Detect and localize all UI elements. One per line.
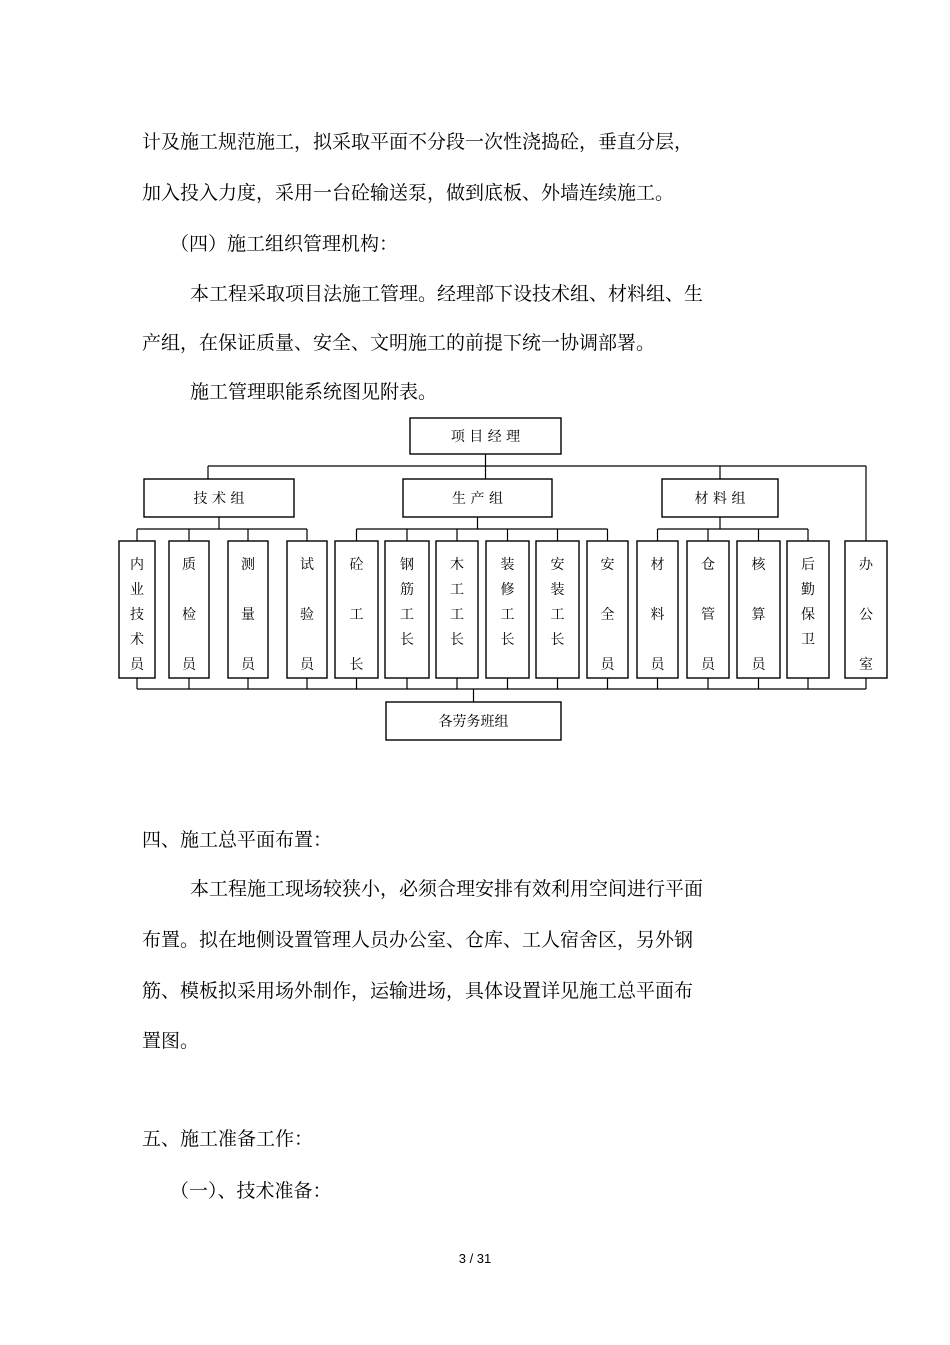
chart-label-group-production: 生 产 组	[452, 491, 503, 507]
chart-label-unit-char: 核	[751, 557, 766, 573]
chart-label-unit-char: 技	[130, 607, 144, 623]
chart-label-unit-char: 工	[550, 607, 565, 623]
chart-label-unit-char: 卫	[801, 632, 815, 648]
chart-label-unit-char: 术	[130, 632, 144, 648]
chart-label-unit-char: 工	[450, 607, 464, 623]
chart-label-unit-char: 长	[550, 632, 565, 648]
chart-label-unit-char: 勤	[801, 582, 815, 598]
paragraph-line: 本工程施工现场较狭小，必须合理安排有效利用空间进行平面	[190, 878, 704, 900]
page-number: 3 / 31	[458, 1251, 492, 1266]
chart-label-unit-char: 检	[182, 607, 196, 623]
section-heading: 五、施工准备工作：	[142, 1128, 314, 1150]
chart-label-unit-char: 砼	[349, 557, 364, 573]
section-subheading: （四）施工组织管理机构：	[170, 233, 399, 255]
paragraph-line: 置图。	[142, 1030, 200, 1052]
paragraph-line: 加入投入力度，采用一台砼输送泵，做到底板、外墙连续施工。	[142, 182, 675, 204]
chart-label-unit-char: 后	[801, 557, 815, 573]
chart-label-unit-char: 员	[650, 657, 665, 673]
chart-label-unit-char: 工	[349, 607, 364, 623]
chart-label-group-material: 材 料 组	[694, 491, 746, 507]
chart-label-unit-char: 员	[241, 657, 255, 673]
chart-label-unit-char: 室	[859, 657, 873, 673]
chart-label-labor-teams: 各劳务班组	[438, 714, 509, 730]
chart-label-unit-char: 试	[300, 557, 314, 573]
paragraph-line: 计及施工规范施工，拟采取平面不分段一次性浇捣砼，垂直分层，	[142, 131, 694, 153]
chart-label-unit-char: 保	[801, 607, 815, 623]
section-subheading: （一）、技术准备：	[170, 1180, 332, 1202]
chart-label-group-tech: 技 术 组	[193, 491, 245, 507]
chart-label-unit-char: 装	[500, 557, 515, 573]
chart-units	[119, 541, 887, 678]
chart-label-unit-char: 工	[400, 607, 414, 623]
chart-label-unit-char: 业	[130, 582, 144, 598]
chart-label-unit-char: 长	[349, 657, 364, 673]
chart-label-unit-char: 安	[600, 557, 615, 573]
chart-label-unit-char: 办	[859, 557, 873, 573]
paragraph-line: 筋、模板拟采用场外制作，运输进场，具体设置详见施工总平面布	[142, 980, 694, 1002]
chart-label-unit-char: 员	[300, 657, 314, 673]
chart-label-unit-char: 测	[241, 557, 255, 573]
chart-label-unit-char: 员	[701, 657, 715, 673]
chart-label-unit-char: 内	[130, 557, 144, 573]
chart-label-unit-char: 员	[182, 657, 196, 673]
chart-label-unit-char: 员	[751, 657, 766, 673]
chart-label-unit-char: 量	[241, 607, 255, 623]
chart-label-unit-char: 工	[500, 607, 515, 623]
chart-label-unit-char: 材	[650, 557, 665, 573]
chart-label-unit-char: 员	[130, 657, 144, 673]
chart-label-manager: 项 目 经 理	[450, 429, 521, 445]
chart-label-unit-char: 料	[650, 607, 665, 623]
chart-label-unit-char: 安	[550, 557, 565, 573]
chart-label-unit-char: 验	[300, 607, 314, 623]
paragraph-line: 产组，在保证质量、安全、文明施工的前提下统一协调部署。	[142, 332, 656, 354]
chart-label-unit-char: 管	[701, 607, 715, 623]
chart-label-unit-char: 长	[500, 632, 515, 648]
chart-label-unit-char: 员	[600, 657, 615, 673]
chart-label-unit-char: 木	[450, 557, 464, 573]
paragraph-line: 施工管理职能系统图见附表。	[190, 381, 438, 403]
chart-label-unit-char: 修	[500, 582, 515, 598]
chart-label-unit-char: 装	[550, 582, 565, 598]
chart-label-unit-char: 工	[450, 582, 464, 598]
paragraph-line: 布置。拟在地侧设置管理人员办公室、仓库、工人宿舍区，另外钢	[142, 929, 694, 951]
chart-label-unit-char: 筋	[400, 582, 414, 598]
chart-label-unit-char: 仓	[701, 557, 715, 573]
chart-label-unit-char: 钢	[400, 557, 414, 573]
chart-label-unit-char: 全	[600, 607, 615, 623]
chart-label-unit-char: 算	[751, 607, 766, 623]
chart-label-unit-char: 长	[450, 632, 464, 648]
chart-label-unit-char: 公	[859, 607, 873, 623]
paragraph-line: 本工程采取项目法施工管理。经理部下设技术组、材料组、生	[190, 283, 704, 305]
section-heading: 四、施工总平面布置：	[142, 829, 333, 851]
chart-label-unit-char: 长	[400, 632, 414, 648]
chart-label-unit-char: 质	[182, 557, 196, 573]
